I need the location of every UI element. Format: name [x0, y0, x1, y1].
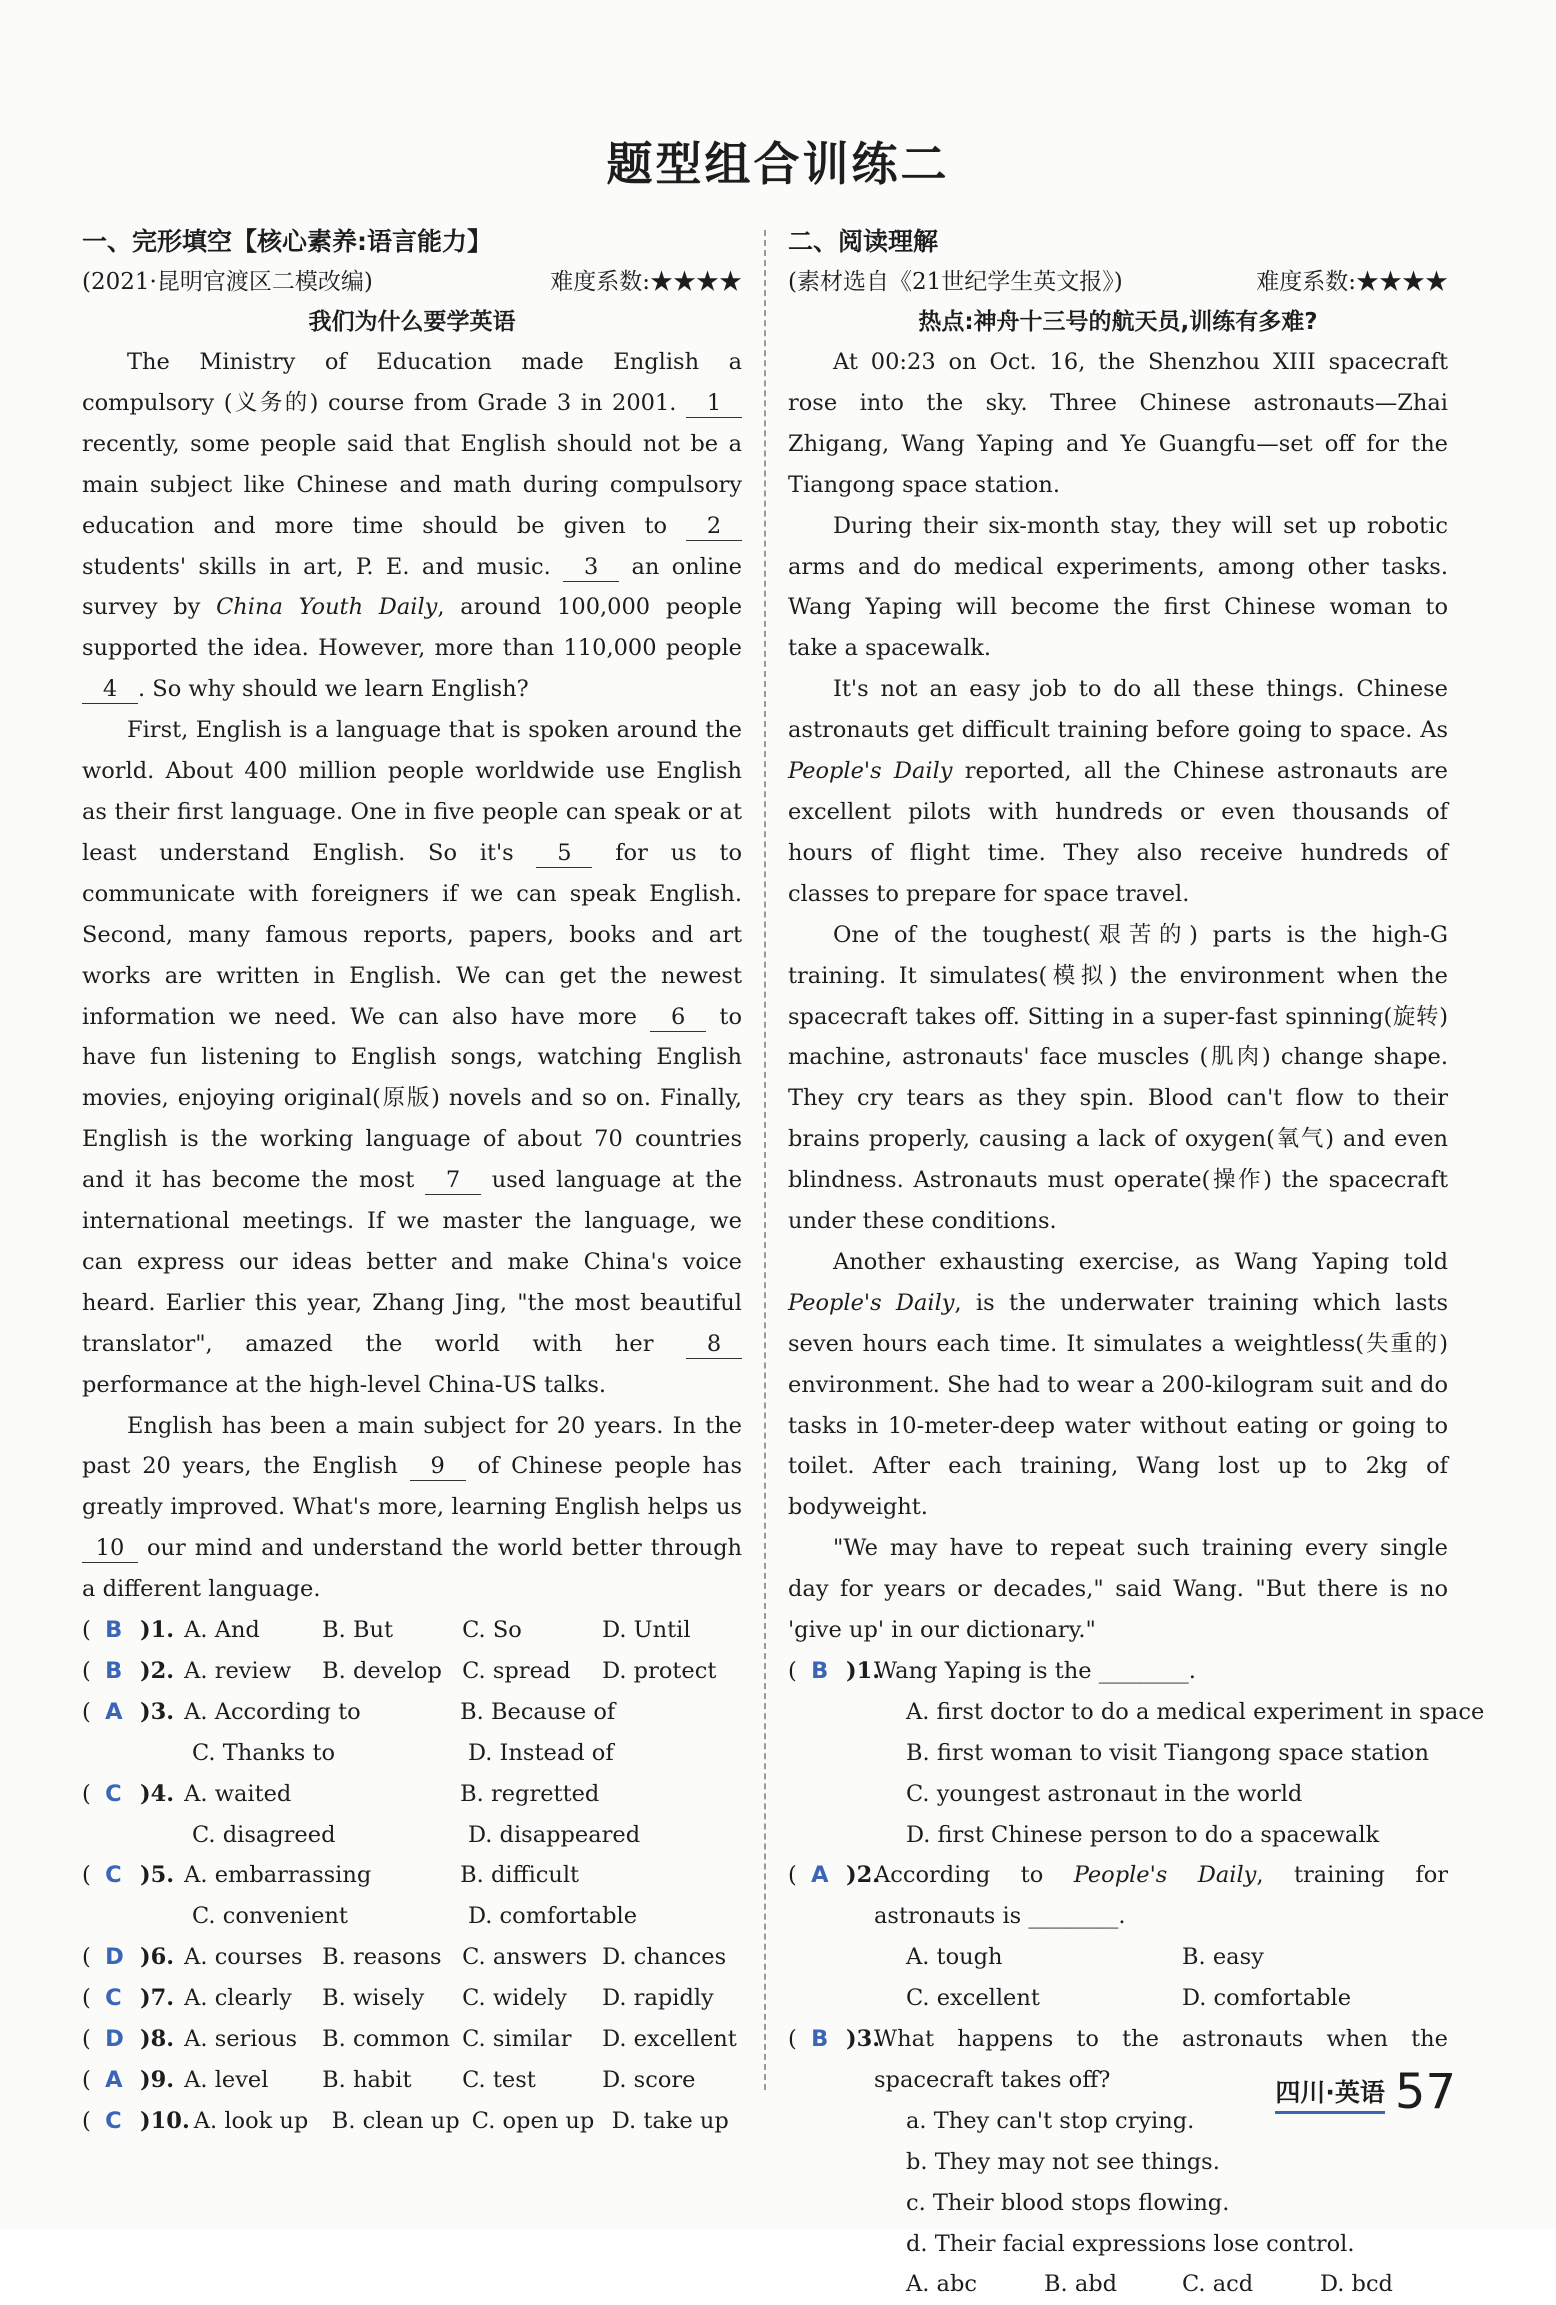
question-7: [82, 1978, 742, 2019]
reading-source: (素材选自《21世纪学生英文报》): [788, 269, 1123, 295]
answer-slot: ( C: [82, 1985, 122, 2012]
cloze-options: [82, 1610, 742, 2142]
option-b: B. develop: [322, 1657, 442, 1684]
blank-1: 1: [686, 389, 742, 418]
option-c: C. So: [462, 1617, 522, 1644]
question-number: )7.: [140, 1985, 175, 2012]
reading-paragraph-1: At 00:23 on Oct. 16, the Shenzhou XIII spacecraft rose into the sky. Three Chinese astronauts—Zhai Zhigang, Wang Yaping and Ye Guangfu—set off for the Tiangong space station.: [788, 349, 1448, 498]
option-a: A. tough: [906, 1944, 1003, 1971]
statement-a: a. They can't stop crying.: [906, 2107, 1195, 2134]
blank-6: 6: [650, 1003, 706, 1032]
page-number: 57: [1394, 2064, 1456, 2120]
option-d: D. comfortable: [1182, 1985, 1352, 2012]
statement-c: c. Their blood stops flowing.: [906, 2189, 1230, 2216]
text-run: , is the underwater training which lasts seven hours each time. It simulates a weightless(失重的) environment. She had to wear a 200-kilogram suit and do tasks in 10-meter-deep water without eating or going to toilet. After each training, Wang lost up to 2kg of bodyweight.: [788, 1289, 1448, 1521]
question-stem: [874, 1855, 1448, 1937]
question-number: )6.: [140, 1944, 175, 1971]
blank-7: 7: [425, 1166, 481, 1195]
option-c: C. convenient: [192, 1903, 348, 1930]
statement-d: d. Their facial expressions lose control.: [906, 2230, 1355, 2257]
reading-paragraph-6: "We may have to repeat such training every single day for years or decades," said Wang. "But there is no 'give up' in our dictionary.": [788, 1535, 1448, 1644]
answer-letter: D: [105, 2026, 124, 2052]
question-number: )3.: [140, 1698, 175, 1725]
option-a: A. serious: [184, 2026, 298, 2052]
text-run: , around 100,000 people supported the idea. However, more than 110,000 people: [82, 594, 743, 662]
question-2: [82, 1651, 742, 1692]
cloze-tag: 【核心素养:语言能力】: [232, 227, 493, 256]
option-c: C. youngest astronaut in the world: [906, 1780, 1303, 1807]
text-run: First, English is a language that is spoken around the world. About 400 million people worldwide use English as their first language. One in five people can speak or at least understand English. So it's: [82, 717, 742, 866]
answer-letter: A: [811, 1862, 829, 1889]
option-d: D. excellent: [602, 2026, 737, 2052]
text-run: of Chinese people has greatly improved. What's more, learning English helps us: [82, 1453, 742, 1521]
text-run: reported, all the Chinese astronauts are excellent pilots with hundreds or even thousands of hours of flight time. They also receive hundreds of classes to prepare for space travel.: [788, 758, 1448, 907]
answer-slot: ( C: [82, 2107, 122, 2134]
reading-meta: [788, 262, 1448, 302]
reading-question-2: [788, 1855, 1448, 1937]
answer-letter: C: [105, 1985, 122, 2012]
option-a: A. According to: [184, 1698, 361, 1725]
blank-4: 4: [82, 675, 138, 704]
option-d: D. comfortable: [468, 1903, 638, 1930]
answer-letter: B: [811, 2026, 829, 2053]
cloze-meta: [82, 262, 742, 302]
option-b: B. But: [322, 1617, 394, 1644]
option-b: B. first woman to visit Tiangong space station: [906, 1739, 1429, 1766]
question-5: [82, 1855, 742, 1896]
answer-slot: ( C: [82, 1780, 122, 1807]
question-number: )4.: [140, 1780, 175, 1807]
option-a: A. And: [184, 1617, 260, 1644]
question-number: )8.: [140, 2026, 175, 2052]
q2-options-row-2: [788, 1978, 1448, 2019]
option-b: B. clean up: [331, 2107, 460, 2134]
blank-10: 10: [82, 1534, 138, 1563]
option-d: D. disappeared: [468, 1821, 641, 1848]
answer-slot: ( B: [82, 1617, 123, 1644]
question-stem: What happens to the astronauts when the spacecraft takes off?: [874, 2026, 1448, 2093]
answer-letter: B: [105, 1657, 123, 1684]
option-b: B. regretted: [460, 1780, 600, 1807]
text-run: . So why should we learn English?: [138, 676, 529, 703]
option-b: B. easy: [1182, 1944, 1264, 1971]
newspaper-name: People's Daily: [1073, 1862, 1257, 1889]
text-run: to have fun listening to English songs, watching English movies, enjoying original(原版) novels and so on. Finally, English is the working language of about 70 countries and it has become the most: [82, 1003, 742, 1194]
column-divider: [764, 230, 766, 2090]
option-c: C. disagreed: [192, 1821, 336, 1848]
reading-paragraph-4: One of the toughest(艰苦的) parts is the high-G training. It simulates(模拟) the environment when the spacecraft takes off. Sitting in a super-fast spinning(旋转) machine, astronauts' face muscles (肌肉) change shape. They cry tears as they spin. Blood can't flow to their brains properly, causing a lack of oxygen(氧气) and even blindness. Astronauts must operate(操作) the spacecraft under these conditions.: [788, 921, 1448, 1235]
newspaper-name: People's Daily: [788, 1289, 955, 1316]
text-run: English has been a main subject for 20 years. In the past 20 years, the English: [82, 1412, 742, 1480]
answer-letter: D: [105, 1944, 124, 1971]
text-run: our mind and understand the world better through a different language.: [82, 1535, 742, 1603]
option-a: A. first doctor to do a medical experiment in space: [906, 1698, 1485, 1725]
question-number: )3.: [846, 2026, 881, 2053]
text-run: The Ministry of Education made English a compulsory (义务的) course from Grade 3 in 2001.: [82, 349, 742, 416]
reading-paragraph-3: [788, 669, 1448, 914]
text-run: used language at the international meetings. If we master the language, we can express our ideas better and make China's voice heard. Earlier this year, Zhang Jing, "the most beautiful translator", amazed the world with her: [82, 1167, 743, 1357]
answer-slot: ( A: [82, 2066, 123, 2093]
option-d: D. chances: [602, 1944, 727, 1971]
reading-difficulty: 难度系数:★★★★: [1256, 269, 1448, 295]
option-b: B. difficult: [460, 1862, 580, 1889]
q2-options-row-1: [788, 1937, 1448, 1978]
answer-letter: C: [105, 1862, 122, 1889]
cloze-heading: [82, 222, 742, 262]
option-b: B. abd: [1044, 2271, 1118, 2298]
question-number: )1.: [140, 1617, 175, 1644]
cloze-paragraph-3: [82, 1406, 742, 1611]
answer-slot: ( C: [82, 1862, 122, 1889]
answer-slot: ( B: [788, 2026, 829, 2053]
blank-9: 9: [410, 1452, 466, 1481]
question-number: )10.: [140, 2107, 190, 2134]
question-4-row-2: [82, 1815, 742, 1856]
question-number: )2.: [140, 1657, 175, 1684]
option-c: C. similar: [462, 2026, 572, 2052]
question-1: [82, 1610, 742, 1651]
option-c: C. acd: [1182, 2271, 1254, 2298]
q3-options-row: [788, 2264, 1448, 2305]
reading-question-1: [788, 1651, 1448, 1692]
option-c: C. excellent: [906, 1985, 1040, 2012]
option-d: D. Until: [602, 1617, 691, 1644]
text-run: students' skills in art, P. E. and music.: [82, 553, 564, 580]
answer-letter: C: [105, 2107, 122, 2134]
option-a: A. abc: [906, 2271, 977, 2298]
blank-2: 2: [686, 512, 742, 541]
region-subject-label: 四川·英语: [1275, 2073, 1385, 2114]
text-run: an online survey by: [82, 553, 742, 621]
option-d: D. take up: [611, 2107, 729, 2134]
option-c: C. spread: [462, 1657, 571, 1684]
question-10: [82, 2101, 742, 2142]
option-c: C. widely: [462, 1985, 567, 2012]
blank-8: 8: [686, 1330, 742, 1359]
answer-letter: B: [105, 1617, 123, 1644]
cloze-difficulty: 难度系数:★★★★: [550, 269, 742, 295]
answer-slot: ( D: [82, 2026, 124, 2052]
option-a: A. embarrassing: [184, 1862, 372, 1889]
text-run: According to: [874, 1862, 1074, 1889]
answer-slot: ( A: [788, 1862, 829, 1889]
question-3-row-2: [82, 1733, 742, 1774]
blank-3: 3: [563, 553, 619, 582]
reading-heading: 二、阅读理解: [788, 227, 939, 256]
answer-letter: C: [105, 1780, 122, 1807]
answer-letter: A: [105, 2066, 123, 2093]
option-d: D. score: [602, 2066, 696, 2093]
text-run: Another exhausting exercise, as Wang Yaping told: [833, 1248, 1448, 1275]
newspaper-name: People's Daily: [788, 758, 953, 785]
question-9: [82, 2060, 742, 2101]
text-run: It's not an easy job to do all these things. Chinese astronauts get difficult training before going to space. As: [788, 676, 1448, 744]
option-d: D. first Chinese person to do a spacewalk: [906, 1821, 1380, 1848]
option-a: A. clearly: [184, 1985, 292, 2012]
option-b: B. Because of: [460, 1698, 616, 1725]
question-5-row-2: [82, 1896, 742, 1937]
answer-slot: ( B: [82, 1657, 123, 1684]
reading-section: [788, 222, 1485, 2305]
option-d: D. rapidly: [602, 1985, 714, 2012]
question-number: )2.: [846, 1862, 881, 1889]
question-3: [82, 1692, 742, 1733]
option-c: C. answers: [462, 1944, 588, 1971]
question-8: [82, 2019, 742, 2060]
option-a: A. review: [184, 1657, 292, 1684]
cloze-source: (2021·昆明官渡区二模改编): [82, 269, 373, 295]
statement-b: b. They may not see things.: [906, 2148, 1220, 2175]
blank-5: 5: [536, 839, 592, 868]
option-d: D. protect: [602, 1657, 717, 1684]
question-6: [82, 1937, 742, 1978]
text-run: performance at the high-level China-US talks.: [82, 1371, 607, 1398]
option-b: B. habit: [322, 2066, 412, 2093]
answer-letter: A: [105, 1698, 123, 1725]
text-run: , training for astronauts is ________.: [874, 1862, 1449, 1930]
option-b: B. reasons: [322, 1944, 442, 1971]
reading-paragraph-2: During their six-month stay, they will set up robotic arms and do medical experiments, among other tasks. Wang Yaping will become the first Chinese woman to take a spacewalk.: [788, 512, 1448, 662]
page-title: 题型组合训练二: [606, 137, 950, 191]
option-d: D. bcd: [1320, 2271, 1393, 2298]
question-number: )1.: [846, 1658, 881, 1684]
question-4: [82, 1774, 742, 1815]
page-footer: [1275, 2064, 1456, 2120]
option-b: B. wisely: [322, 1985, 425, 2012]
answer-slot: ( D: [82, 1944, 124, 1971]
question-number: )5.: [140, 1862, 175, 1889]
text-run: for us to communicate with foreigners if we can speak English. Second, many famous reports, papers, books and art works are written in English. We can get the newest information we need. We can also have more: [82, 839, 742, 1030]
answer-slot: ( B: [788, 1658, 829, 1684]
option-a: A. waited: [184, 1780, 292, 1807]
cloze-heading-text: 一、完形填空: [82, 227, 233, 256]
newspaper-name: China Youth Daily: [216, 594, 438, 621]
option-a: A. courses: [184, 1944, 303, 1971]
option-c: C. open up: [471, 2107, 595, 2134]
cloze-paragraph-2: [82, 710, 742, 1405]
question-number: )9.: [140, 2066, 175, 2093]
cloze-paragraph-1: [82, 342, 742, 710]
cloze-subtitle: 我们为什么要学英语: [308, 309, 516, 335]
cloze-section: [82, 222, 742, 2142]
option-a: A. level: [184, 2066, 269, 2093]
answer-letter: B: [811, 1658, 829, 1684]
option-c: C. test: [462, 2066, 536, 2093]
reading-paragraph-5: [788, 1242, 1448, 1528]
option-c: C. Thanks to: [192, 1739, 336, 1766]
option-b: B. common: [322, 2026, 450, 2052]
text-run: recently, some people said that English should not be a main subject like Chinese and math during compulsory education and more time should be given to: [82, 430, 742, 539]
answer-slot: ( A: [82, 1698, 123, 1725]
reading-subtitle: 热点:神舟十三号的航天员,训练有多难?: [918, 309, 1318, 335]
option-a: A. look up: [193, 2107, 309, 2134]
option-d: D. Instead of: [468, 1739, 614, 1766]
question-stem: Wang Yaping is the ________.: [874, 1658, 1196, 1684]
